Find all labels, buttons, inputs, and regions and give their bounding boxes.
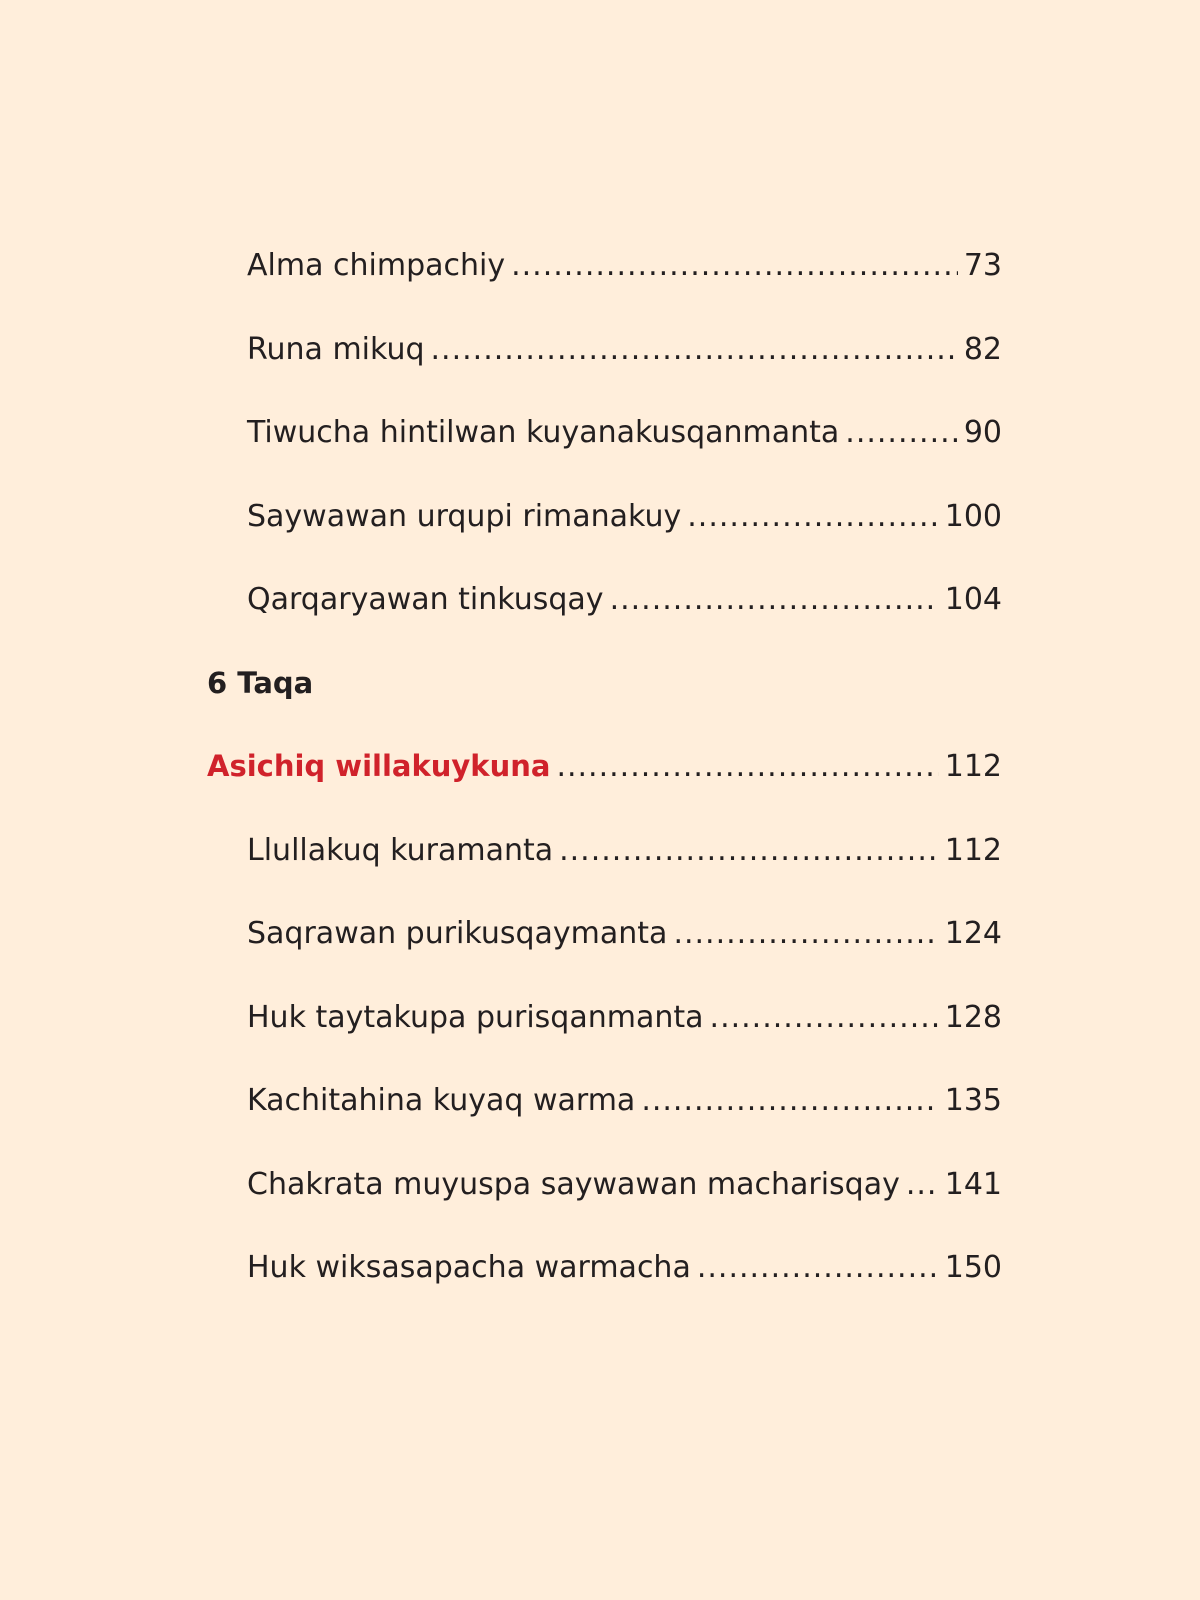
toc-entry[interactable] (207, 833, 1002, 917)
toc-major-page: 112 (944, 749, 1002, 784)
toc-entry-page: 82 (963, 331, 1002, 367)
toc-entry[interactable] (207, 332, 1002, 416)
toc-major-title: Asichiq willakuykuna (207, 749, 551, 783)
toc-entry-title: Saywawan urqupi rimanakuy (247, 498, 682, 534)
toc-entry-page: 73 (963, 248, 1002, 283)
dot-leader (687, 499, 938, 534)
toc-entry-page: 100 (944, 498, 1002, 534)
toc-entry-title: Llullakuq kuramanta (247, 832, 554, 868)
dot-leader (556, 749, 938, 784)
dot-leader (906, 1167, 939, 1202)
dot-leader (431, 332, 958, 367)
toc-entry[interactable] (207, 1000, 1002, 1084)
toc-entry-page: 141 (944, 1166, 1002, 1202)
toc-entry[interactable] (207, 582, 1002, 666)
toc-entry[interactable] (207, 916, 1002, 1000)
toc-entry[interactable] (207, 499, 1002, 583)
dot-leader (845, 415, 958, 450)
toc-entry-title: Chakrata muyuspa saywawan macharisqay (247, 1166, 900, 1202)
toc-entry-title: Huk taytakupa purisqanmanta (247, 999, 704, 1035)
dot-leader (511, 248, 958, 283)
toc-entry[interactable] (207, 415, 1002, 499)
toc-entry-page: 104 (944, 582, 1002, 617)
toc-entry-title: Runa mikuq (247, 331, 425, 367)
toc-entry-page: 150 (944, 1250, 1002, 1285)
toc-entry-title: Qarqaryawan tinkusqay (247, 582, 604, 617)
dot-leader (697, 1250, 939, 1285)
toc-entry-page: 90 (963, 415, 1002, 450)
toc-entry[interactable] (207, 1083, 1002, 1167)
toc-entry-title: Kachitahina kuyaq warma (247, 1083, 636, 1118)
toc-entry-title: Tiwucha hintilwan kuyanakusqanmanta (247, 415, 840, 450)
table-of-contents (207, 248, 1002, 1334)
toc-entry-page: 135 (944, 1083, 1002, 1118)
toc-entry-page: 124 (944, 916, 1002, 951)
toc-major-entry[interactable] (207, 749, 1002, 833)
toc-entry-page: 112 (944, 832, 1002, 868)
toc-entry-page: 128 (944, 999, 1002, 1035)
toc-entry[interactable] (207, 248, 1002, 332)
toc-entry[interactable] (207, 1250, 1002, 1334)
dot-leader (673, 916, 938, 951)
dot-leader (710, 1000, 939, 1035)
toc-entry-title: Saqrawan purikusqaymanta (247, 916, 668, 951)
section-heading-text: 6 Taqa (207, 665, 314, 700)
dot-leader (641, 1083, 938, 1118)
dot-leader (559, 833, 939, 868)
dot-leader (610, 582, 939, 617)
toc-entry-title: Alma chimpachiy (247, 248, 506, 283)
toc-entry[interactable] (207, 1167, 1002, 1251)
toc-entry-title: Huk wiksasapacha warmacha (247, 1250, 691, 1285)
section-heading (207, 666, 1002, 750)
